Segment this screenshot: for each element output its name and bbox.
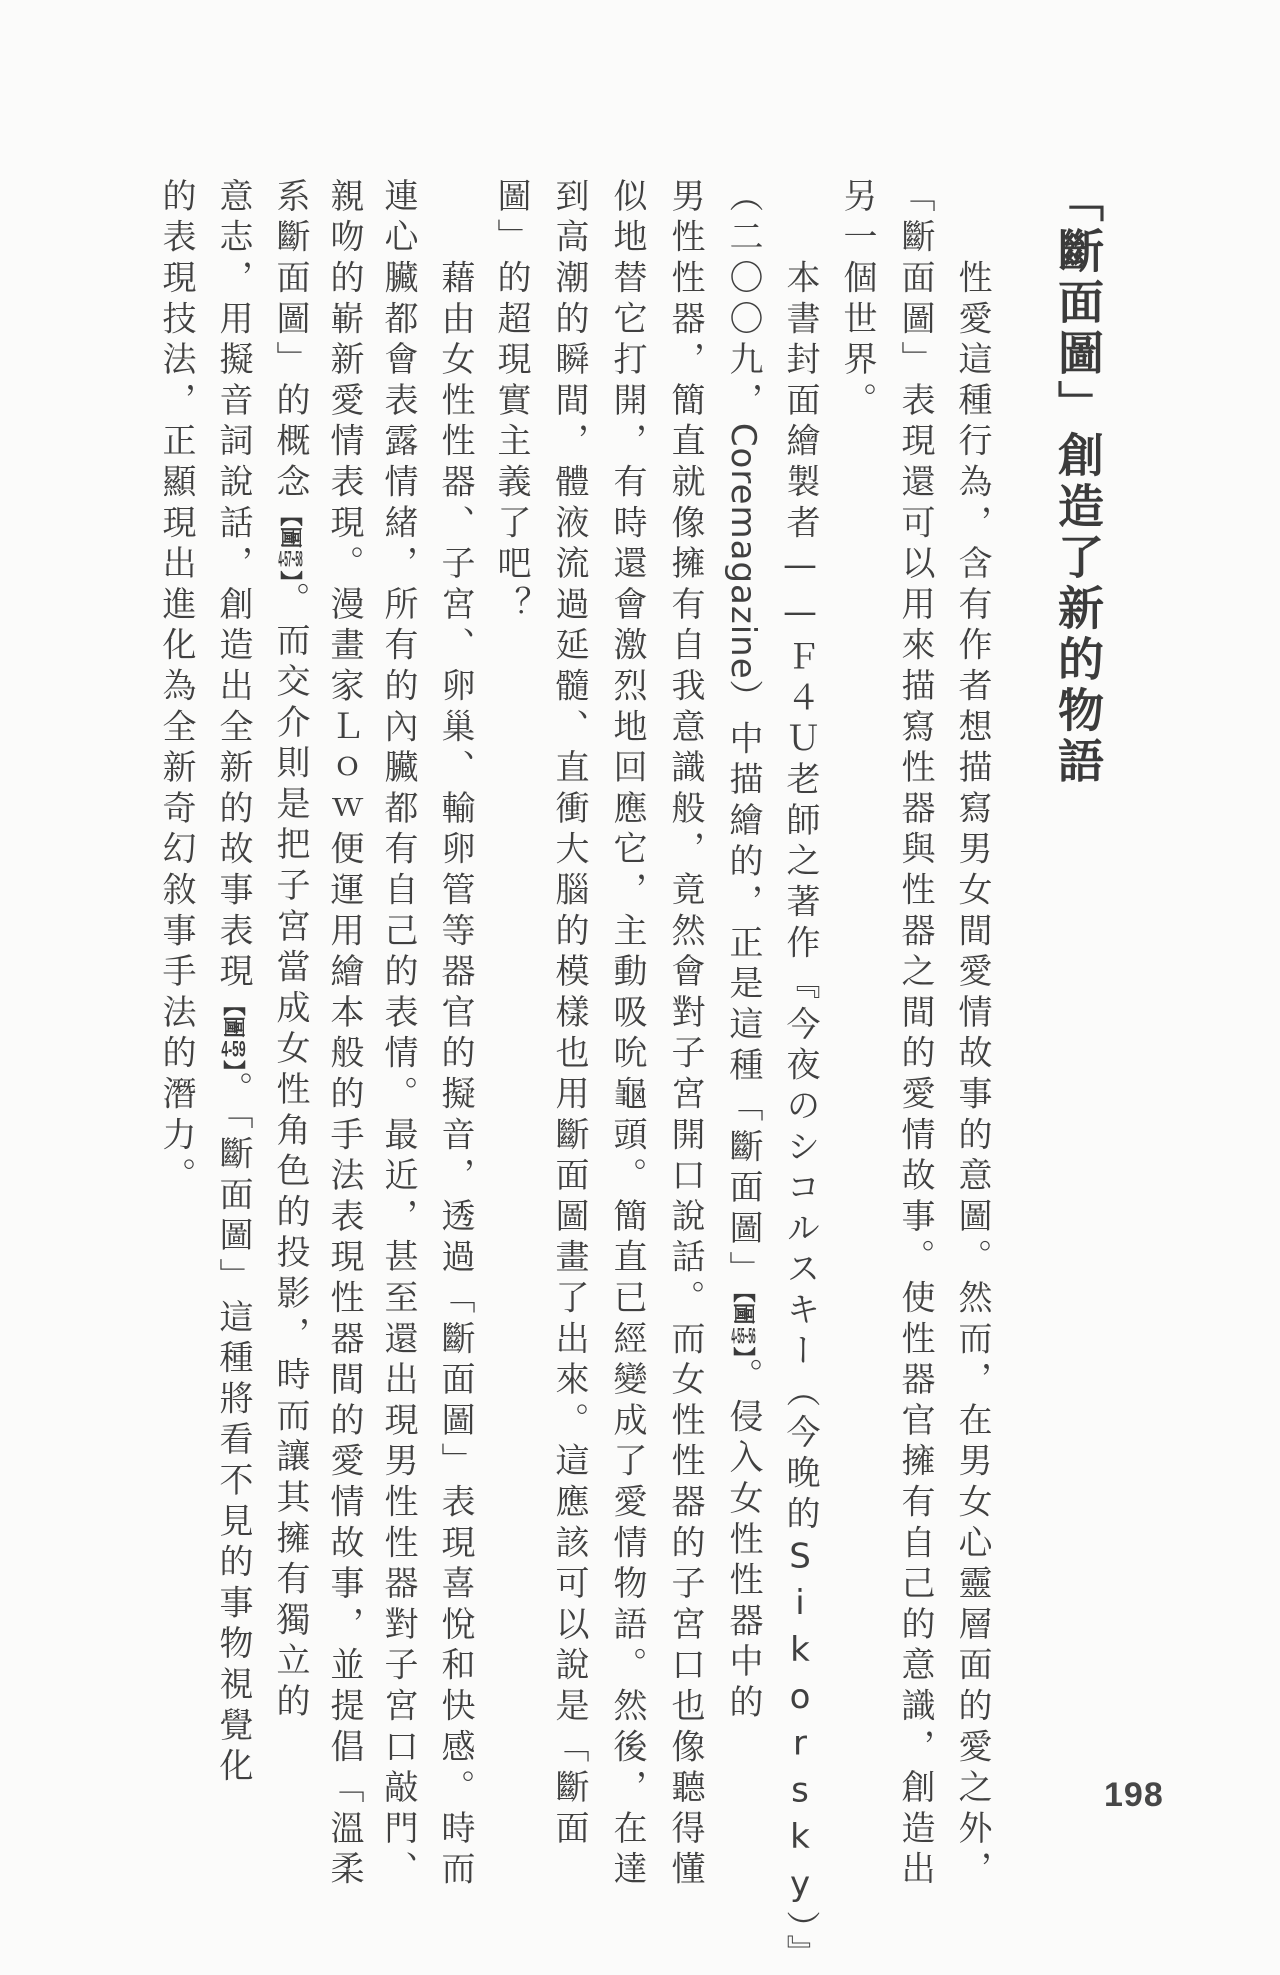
figure-reference: 【圖4-55~56】 (731, 1291, 756, 1358)
text-column-3: 另一個世界。 (837, 178, 877, 423)
column-text: 。侵入女性性器中的 (723, 1357, 763, 1725)
text-column-10: 藉由女性性器、子宮、卵巢、輸卵管等器官的擬音，透過「斷面圖」表現喜悅和快感。時而 (435, 178, 475, 1892)
figure-reference: 【圖4-57~58】 (278, 504, 303, 582)
text-column-15: 的表現技法，正顯現出進化為全新奇幻敘事手法的潛力。 (156, 178, 196, 1198)
figure-reference: 【圖4-59】 (221, 994, 246, 1072)
column-text: （二〇〇九， (723, 178, 763, 423)
text-column-2: 「斷面圖」表現還可以用來描寫性器與性器之間的愛情故事。使性器官擁有自己的意識，創造出 (895, 178, 935, 1892)
page-number: 198 (1104, 1776, 1164, 1814)
column-text: 意志，用擬音詞說話，創造出全新的故事表現 (213, 178, 253, 994)
text-column-9: 圖」的超現實主義了吧？ (491, 178, 531, 627)
column-text: 。而交介則是把子宮當成女性角色的投影，時而讓其擁有獨立的 (270, 581, 310, 1724)
text-column-7: 似地替它打開，有時還會激烈地回應它，主動吸吮龜頭。簡直已經變成了愛情物語。然後，在達 (607, 178, 647, 1892)
text-column-11: 連心臟都會表露情緒，所有的內臟都有自己的表情。最近，甚至還出現男性性器對子宮口敲門、 (378, 178, 418, 1892)
text-column-14 (213, 178, 253, 1788)
text-column-1: 性愛這種行為，含有作者想描寫男女間愛情故事的意圖。然而，在男女心靈層面的愛之外， (952, 178, 992, 1892)
text-column-12: 親吻的嶄新愛情表現。漫畫家Ｌｏｗ便運用繪本般的手法表現性器間的愛情故事，並提倡「溫柔 (324, 178, 364, 1892)
text-column-5 (723, 178, 763, 1725)
section-title: 「斷面圖」創造了新的物語 (1051, 176, 1105, 788)
text-column-6: 男性性器，簡直就像擁有自我意識般，竟然會對子宮開口說話。而女性性器的子宮口也像聽得懂 (665, 178, 705, 1892)
publisher-name: Coremagazine (723, 422, 763, 680)
column-text: 。「斷面圖」這種將看不見的事物視覺化 (213, 1071, 253, 1789)
column-text: 系斷面圖」的概念 (270, 178, 310, 505)
text-column-4: 本書封面繪製者——Ｆ４Ｕ老師之著作『今夜のシコルスキー（今晚的Sikorsky）』 (780, 178, 820, 1975)
text-column-8: 到高潮的瞬間，體液流過延髓、直衝大腦的模樣也用斷面圖畫了出來。這應該可以說是「斷面 (549, 178, 589, 1851)
column-text: ）中描繪的，正是這種「斷面圖」 (723, 679, 763, 1292)
text-column-13 (270, 178, 310, 1724)
